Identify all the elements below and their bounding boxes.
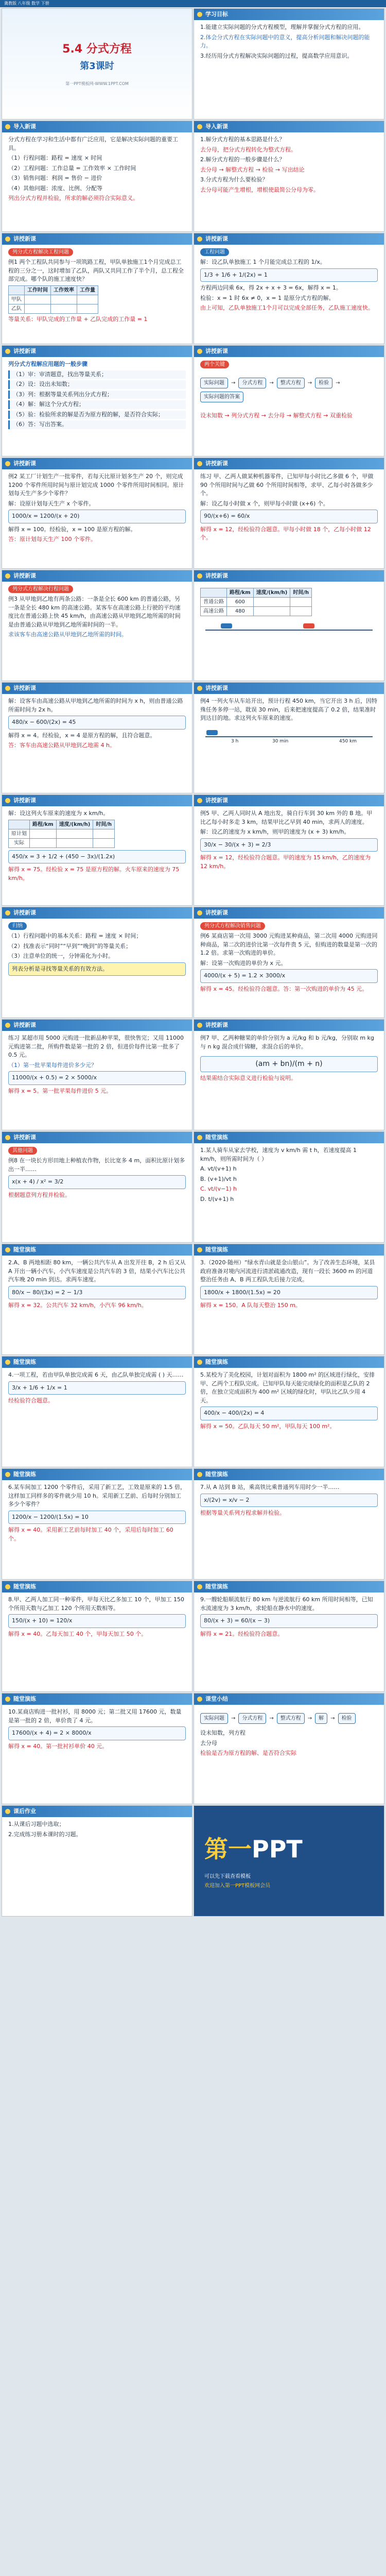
end-line: 可以先下载查看模板 (204, 1874, 251, 1879)
flow-node: 解 (315, 1713, 327, 1724)
road-diagram (200, 619, 378, 640)
intro-item: （3）销售问题：利润 = 售价 − 进价 (8, 175, 102, 181)
review-question: 3.分式方程为什么要检验？ (200, 176, 268, 183)
slide-exercise10 (2, 1693, 192, 1804)
solution-text: 解：设乙队单独施工 1 个月能完成总工程的 1/x。 (200, 259, 326, 265)
bullet-icon (197, 1023, 202, 1028)
flow-node: 实际问题的答案 (200, 392, 243, 402)
slide-header: 随堂演练 (194, 1581, 384, 1592)
bullet-icon (197, 798, 202, 803)
slide-exercise9 (194, 1581, 384, 1692)
answer-text: 解得 x = 40。采用新工艺前每时加工 40 个，采用后每时加工 60 个。 (8, 1527, 173, 1542)
solution-step: 方程两边同乘 6x，得 2x + x + 3 = 6x，解得 x = 1。 (200, 284, 342, 291)
flow-note: 设未知数，列方程 (200, 1730, 245, 1736)
flow-note: 检验是否为原方程的解、是否符合实际 (200, 1750, 296, 1756)
answer-text: 解得 x = 40。乙每天加工 40 个，甲每天加工 50 个。 (8, 1630, 147, 1637)
slide-steps (2, 345, 192, 456)
check-text: 检验：x = 1 时 6x ≠ 0，x = 1 是原分式方程的解。 (200, 294, 335, 301)
summary-item: （2）找准表示“同时”“早到”“晚到”的等量关系； (8, 942, 132, 950)
intro-note: 列出分式方程并检验，所求的解必须符合实际意义。 (8, 195, 138, 201)
tip-text: 等量关系：甲队完成的工作量 + 乙队完成的工作量 = 1 (8, 315, 148, 323)
analysis-table: 工作时间 工作效率 工作量 甲队 乙队 (8, 285, 98, 314)
arrow-right-icon: → (330, 1716, 335, 1721)
slide-header: 讲授新课 (194, 570, 384, 582)
slide-intro (2, 121, 192, 232)
slide-travel-solution (2, 682, 192, 793)
equation-box: x/(2v) = x/v − 2 (200, 1494, 378, 1507)
flow-caption: 设未知数 → 列分式方程 → 去分母 → 解整式方程 → 双重检验 (200, 412, 353, 419)
equation-box: 1800/x + 1800/(1.5x) = 20 (200, 1286, 378, 1300)
exercise-question: 5.某校为了美化校园，计划对面积为 1800 m² 的区域进行绿化，安排甲、乙两个工程队完成。已知甲队每天能完成绿化的面积是乙队的 2 倍，在独立完成面积为 400 m² 区域的绿化时，甲队比乙队少用 4 天。 (200, 1371, 375, 1404)
topic-tag: 其他问题 (8, 1147, 37, 1155)
slide-cover (2, 8, 192, 120)
bullet-icon (5, 910, 10, 916)
slide-travel-example (2, 570, 192, 681)
slide-exercise8 (2, 1581, 192, 1692)
topic-tag: 归纳 (8, 922, 27, 930)
slide-header: 导入新课 (2, 121, 192, 132)
train-icon (206, 730, 218, 735)
solution-text: 解：设乙的速度为 x km/h，则甲的速度为 (x + 3) km/h。 (200, 828, 350, 835)
slide-two-keys (194, 345, 384, 456)
slide-sales-practice (2, 1019, 192, 1130)
header-strip: 冀教版 八年级 数学 下册 (0, 0, 386, 7)
steps-title: 列分式方程解应用题的一般步骤 (8, 361, 87, 367)
travel-table: 路程/km 速度/(km/h) 时间/h 普通公路 600 高速公路 480 (200, 588, 312, 616)
slide-header: 随堂演练 (194, 1469, 384, 1480)
bullet-icon (197, 573, 202, 579)
bullet-icon (197, 686, 202, 691)
homework-item: 2.完成练习册本课时的习题。 (8, 1831, 82, 1838)
slide-header: 随堂演练 (194, 1244, 384, 1256)
equation-box: 480/x − 600/(2x) = 45 (8, 716, 186, 730)
solution-text: 解：设原计划每天生产 x 个零件。 (8, 500, 95, 507)
slide-exercise5 (194, 1356, 384, 1467)
bullet-icon (5, 1247, 10, 1252)
slide-header: 讲授新课 (2, 570, 192, 582)
track-line (205, 736, 373, 737)
train-diagram (200, 726, 378, 747)
flow-node: 检验 (315, 378, 332, 388)
equation-box: 4000/(x + 5) = 1.2 × 3000/x (200, 969, 378, 983)
equation-box: 11000/(x + 0.5) = 2 × 5000/x (8, 1071, 186, 1085)
slide-header: 课后作业 (2, 1806, 192, 1817)
slide-exercise2 (2, 1244, 192, 1355)
step-item: （1）审：审清题意，找出等量关系； (8, 370, 186, 379)
slide-header: 随堂演练 (2, 1693, 192, 1705)
homework-item: 1.从课后习题中选取； (8, 1821, 65, 1827)
result-text: 解得 x = 4。经检验，x = 4 是原方程的解，且符合题意。 (8, 732, 156, 739)
slide-header: 课堂小结 (194, 1693, 384, 1705)
equation-box: 450/x = 3 + 1/2 + (450 − 3x)/(1.2x) (8, 850, 186, 864)
arrow-right-icon: → (307, 1716, 312, 1721)
bullet-icon (197, 1697, 202, 1702)
bullet-icon (5, 349, 10, 354)
answer-text: 解得 x = 50。乙队每天 50 m²，甲队每天 100 m²。 (200, 1422, 336, 1430)
bullet-icon (197, 461, 202, 466)
slide-train-table (2, 794, 192, 906)
exercise-question: 1.某人骑车从家去学校，速度为 v km/h 需 t h，若速度提高 1 km/h，则所需时间为（ ） (200, 1147, 357, 1162)
answer-text: 答：客车由高速公路从甲地到乙地需 4 h。 (8, 742, 115, 749)
slide-header: 讲授新课 (194, 1020, 384, 1031)
example-text: 例5 甲、乙两人同时从 A 地出发，骑自行车到 30 km 外的 B 地。甲比乙每小时多走 3 km，结果甲比乙早到 40 min，求两人的速度。 (200, 810, 373, 825)
answer-text: 由上可知，乙队单独施工1个月可以完成全部任务，乙队施工速度快。 (200, 304, 374, 311)
bullet-icon (5, 1360, 10, 1365)
flow-node: 实际问题 (200, 378, 228, 388)
cover-subtitle: 第3课时 (80, 61, 114, 72)
slide-header: 学习目标 (194, 9, 384, 20)
arrow-right-icon: → (269, 380, 274, 386)
slide-travel-table (194, 570, 384, 681)
intro-item: （2）工程问题：工作总量 = 工作效率 × 工作时间 (8, 164, 136, 172)
equation-box: 80/(x + 3) = 60/(x − 3) (200, 1614, 378, 1628)
objective-item: 2.体会分式方程在实际问题中的意义，提高分析问题和解决问题的能力。 (200, 33, 370, 49)
distance-label: 3 h (231, 738, 239, 744)
review-answer: 去分母，把分式方程转化为整式方程。 (200, 146, 296, 153)
question-text: （1）第一批苹果每件进价多少元？ (8, 1061, 97, 1069)
bullet-icon (197, 124, 202, 129)
equation-box: 3/x + 1/6 + 1/x = 1 (8, 1381, 186, 1395)
slide-header: 讲授新课 (2, 795, 192, 806)
equation-box: x(x + 4) / x² = 3/2 (8, 1175, 186, 1189)
slide-example2 (2, 457, 192, 569)
slide-class-summary (194, 1693, 384, 1804)
example-text: 例7 甲、乙两种糖果的单价分别为 a 元/kg 和 b 元/kg，分别取 m kg 与 n kg 混合成什锦糖，求混合后的单价。 (200, 1035, 374, 1050)
flow-node: 分式方程 (238, 378, 266, 388)
equation-box: 400/x − 400/(2x) = 4 (200, 1406, 378, 1420)
choice-option: B. (v+1)/vt h (200, 1175, 237, 1182)
bus-icon (221, 623, 232, 629)
exercise-question: 10.某商店购进一批衬衫，用 8000 元；第二批又用 17600 元，数量是第一批的 2 倍，单价贵了 4 元。 (8, 1708, 182, 1724)
step-item: （5）验：检验所求的解是否为原方程的解，是否符合实际； (8, 411, 186, 419)
slide-exercise7 (194, 1468, 384, 1580)
slide-header: 随堂演练 (194, 1132, 384, 1143)
answer-text: 解得 x = 45。经检验符合题意。答：第一次购进的单价为 45 元。 (200, 985, 368, 992)
brand-logo: 第一PPT (204, 1835, 303, 1863)
bullet-icon (5, 1472, 10, 1477)
slide-header: 讲授新课 (2, 458, 192, 469)
slide-exercise3 (194, 1244, 384, 1355)
slide-engineering-example (2, 233, 192, 344)
exercise-question: 2.A、B 两地相距 80 km，一辆公共汽车从 A 出发开往 B，2 h 后又从 A 开出一辆小汽车，小汽车速度是公共汽车的 3 倍，结果小汽车比公共汽车晚 20 min 到达。求两车速度。 (8, 1259, 186, 1283)
topic-tag: 列分式方程解决工程问题 (8, 248, 73, 256)
slide-header: 讲授新课 (2, 907, 192, 919)
slide-sales-example (194, 907, 384, 1018)
bullet-icon (5, 686, 10, 691)
example-text: 例4 一列火车从车站开出，预计行程 450 km，当它开出 3 h 后，因特殊任务多停一站，耽误 30 min，后来把速度提高了 0.2 倍，结果准时到达目的地。求这列火车原来的速度。 (200, 698, 378, 721)
result-text: 解得 x = 100。经检验，x = 100 是原方程的解。 (8, 526, 136, 533)
slide-review (194, 121, 384, 232)
slide-header: 讲授新课 (2, 1132, 192, 1143)
exercise-question: 7.从 A 站到 B 站，乘高铁比乘普通列车用时少一半…… (200, 1484, 340, 1490)
solution-text: 解：设客车由高速公路从甲地到乙地所需的时间为 x h，则由普通公路所需时间为 2x h。 (8, 698, 183, 713)
example-text: 例3 从甲地到乙地有两条公路：一条是全长 600 km 的普通公路，另一条是全长 480 km 的高速公路。某客车在高速公路上行驶的平均速度比在普通公路上快 45 km/h，由高速公路从甲地到乙地所需的时间是由普通公路从甲地到乙地所需时间的一半。 (8, 596, 181, 628)
equation-box: 90/(x+6) = 60/x (200, 510, 378, 523)
step-item: （3）列：根据等量关系列出分式方程； (8, 391, 186, 399)
bullet-icon (197, 1247, 202, 1252)
slide-header: 讲授新课 (194, 795, 384, 806)
choice-option: C. vt/(v−1) h (200, 1185, 237, 1192)
bullet-icon (5, 461, 10, 466)
arrow-right-icon: → (231, 380, 236, 386)
intro-lead: 分式方程在学习和生活中都有广泛应用，它是解决实际问题的重要工具。 (8, 136, 178, 151)
example-text: 例1 两个工程队共同参与一项筑路工程，甲队单独施工1个月完成总工程的三分之一，这时增加了乙队，两队又共同工作了半个月，总工程全部完成。哪个队的施工速度快？ (8, 259, 184, 282)
flow-note: 去分母 (200, 1739, 217, 1747)
slide-header: 讲授新课 (2, 683, 192, 694)
answer-text: 解得 x = 12，经检验符合题意。甲的速度为 15 km/h，乙的速度为 12 km/h。 (200, 854, 371, 870)
answer-text: 解得 x = 150。A 队每天整治 150 m。 (200, 1302, 301, 1309)
summary-note: 列表分析是寻找等量关系的有效方法。 (8, 962, 186, 976)
bullet-icon (5, 1809, 10, 1814)
equation-box: 80/x − 80/(3x) = 2 − 1/3 (8, 1286, 186, 1300)
equation-box: 1200/x − 1200/(1.5x) = 10 (8, 1511, 186, 1524)
bullet-icon (197, 1472, 202, 1477)
slide-header: 随堂演练 (2, 1244, 192, 1256)
review-answer: 去分母 → 解整式方程 → 检验 → 写出结论 (200, 166, 305, 173)
cover-publisher: 第一PPT模板网-WWW.1PPT.COM (65, 81, 129, 86)
slide-header: 讲授新课 (194, 907, 384, 919)
slide-exercise6 (2, 1468, 192, 1580)
slide-homework (2, 1805, 192, 1917)
equation-box: 150/(x + 10) = 120/x (8, 1614, 186, 1628)
example-text: 例8 在一块长方形田地上种植农作物，长比宽多 4 m，面积比原计划多出一半…… (8, 1157, 185, 1173)
end-line: 欢迎加入第一PPT模板网会员 (204, 1883, 271, 1889)
equation-box: 1000/x = 1200/(x + 20) (8, 510, 186, 523)
slide-train-example (194, 682, 384, 793)
slide-other-problems (2, 1131, 192, 1243)
topic-tag: 列分式方程解决销售问题 (200, 922, 265, 930)
answer-text: 经检验符合题意。 (8, 1397, 54, 1404)
arrow-right-icon: → (269, 1716, 274, 1721)
slide-header: 随堂演练 (194, 1357, 384, 1368)
distance-label: 30 min (272, 738, 289, 744)
objective-item: 3.经历用分式方程解决实际问题的过程，提高数学应用意识。 (200, 52, 353, 59)
answer-text: 解得 x = 40。第一批衬衫单价 40 元。 (8, 1742, 108, 1750)
bullet-icon (5, 1135, 10, 1140)
bullet-icon (197, 910, 202, 916)
flow-node: 整式方程 (277, 378, 305, 388)
slide-end (194, 1805, 384, 1917)
review-question: 2.解分式方程的一般步骤是什么？ (200, 156, 285, 163)
arrow-right-icon: → (307, 380, 312, 386)
slide-header: 讲授新课 (2, 233, 192, 245)
slide-header: 讲授新课 (2, 346, 192, 357)
slide-exercise1 (194, 1131, 384, 1243)
solution-text: 解：设第一次购进的单价为 x 元。 (200, 959, 287, 967)
slide-engineering-solution (194, 233, 384, 344)
answer-text: 解得 x = 75。经检验 x = 75 是原方程的解。火车原来的速度为 75 km/h。 (8, 866, 180, 882)
slide-header: 随堂演练 (2, 1357, 192, 1368)
process-flow (200, 378, 378, 402)
slide-bike-example (194, 794, 384, 906)
steps-list (8, 370, 186, 429)
topic-tag: 工程问题 (200, 248, 229, 256)
slide-objectives (194, 8, 384, 120)
answer-text: 解得 x = 32。公共汽车 32 km/h，小汽车 96 km/h。 (8, 1302, 147, 1309)
answer-text: 根据题意列方程并检验。 (8, 1191, 71, 1198)
bullet-icon (197, 1135, 202, 1140)
equation-box: 17600/(x + 4) = 2 × 8000/x (8, 1726, 186, 1740)
solution-text: 解：设乙每小时做 x 个，则甲每小时做 (x+6) 个。 (200, 500, 329, 507)
answer-text: 解得 x = 21。经检验符合题意。 (200, 1630, 284, 1637)
arrow-right-icon: → (336, 380, 340, 386)
slide-header: 导入新课 (194, 121, 384, 132)
choice-option: A. vt/(v+1) h (200, 1165, 237, 1172)
bullet-icon (197, 236, 202, 242)
step-item: （2）设：设出未知数； (8, 380, 186, 389)
review-question: 1.解分式方程的基本思路是什么？ (200, 136, 285, 143)
flow-node: 分式方程 (238, 1713, 266, 1724)
cover-title: 5.4 分式方程 (62, 43, 132, 56)
slide-candy-example (194, 1019, 384, 1130)
topic-tag: 列分式方程解决行程问题 (8, 585, 73, 593)
step-item: （6）答：写出答案。 (8, 420, 186, 429)
bullet-icon (5, 1697, 10, 1702)
bullet-icon (5, 798, 10, 803)
bullet-icon (5, 236, 10, 242)
exercise-question: 9.一艘轮船顺流航行 80 km 与逆流航行 60 km 所用时间相等，已知水流速度为 3 km/h，求轮船在静水中的速度。 (200, 1596, 373, 1612)
objective-item: 1.能建立实际问题的分式方程模型，理解并掌握分式方程的应用。 (200, 24, 364, 30)
bullet-icon (197, 1360, 202, 1365)
step-item: （4）解：解这个分式方程； (8, 400, 186, 409)
equation-box: 1/3 + 1/6 + 1/(2x) = 1 (200, 268, 378, 282)
bullet-icon (5, 573, 10, 579)
practice-text: 练习 某超市用 5000 元购进一批新品种苹果，很快售完；又用 11000 元购进第二批，所购件数是第一批的 2 倍，但进价每件比第一批多了 0.5 元。 (8, 1035, 184, 1058)
bullet-icon (197, 1584, 202, 1589)
car-icon (303, 623, 314, 629)
solution-text: 解：设这列火车原来的速度为 x km/h。 (8, 810, 109, 817)
summary-item: （3）注意单位的统一，分钟需化为小时。 (8, 953, 114, 959)
practice-text: 练习 甲、乙两人做某种机器零件，已知甲每小时比乙多做 6 个，甲做 90 个所用时间与乙做 60 个所用时间相等，求甲、乙每小时各做多少个。 (200, 473, 374, 497)
slide-header: 讲授新课 (194, 346, 384, 357)
formula-box: (am + bn)/(m + n) (200, 1056, 378, 1072)
bullet-icon (5, 1023, 10, 1028)
slide-header: 讲授新课 (194, 683, 384, 694)
slide-header: 随堂演练 (2, 1581, 192, 1592)
example-text: 例2 某工厂计划生产一批零件，若每天比原计划多生产 20 个，则完成 1200 个零件所用时间与原计划完成 1000 个零件所用时间相同。原计划每天生产多少个零件？ (8, 473, 184, 497)
summary-flow (200, 1713, 378, 1724)
answer-text: 根据等量关系列方程求解并检验。 (200, 1510, 285, 1516)
summary-item: （1）行程问题中的基本关系：路程 = 速度 × 时间； (8, 933, 142, 939)
slide-header: 随堂演练 (2, 1469, 192, 1480)
slide-summary-travel (2, 907, 192, 1018)
answer-text: 解得 x = 5。第一批苹果每件进价 5 元。 (8, 1087, 112, 1094)
slide-header: 讲授新课 (2, 1020, 192, 1031)
example-text: 例6 某商店第一次用 3000 元购进某种商品，第二次用 4000 元购进同种商品，第二次的进价比第一次每件贵 5 元，但购进的数量是第一次的 1.2 倍。求第一次购进的单价。 (200, 933, 378, 956)
note-text: 结果需结合实际意义进行检验与说明。 (200, 1075, 296, 1081)
slide-practice1 (194, 457, 384, 569)
answer-text: 答：原计划每天生产 100 个零件。 (8, 536, 96, 543)
road-line (205, 630, 373, 631)
flow-node: 实际问题 (200, 1713, 228, 1724)
exercise-question: 3.（2020·随州）“绿水青山就是金山银山”。为了改善生态环境，某县政府准备对境内河流进行清淤疏通改造，现有一段长 3600 m 的河道整治任务由 A、B 两工程队先后接力完成。 (200, 1259, 375, 1283)
flow-node: 整式方程 (277, 1713, 305, 1724)
answer-text: 解得 x = 12，经检验符合题意。甲每小时做 18 个，乙每小时做 12 个。 (200, 526, 371, 541)
slide-exercise4 (2, 1356, 192, 1467)
bullet-icon (197, 12, 202, 17)
review-answer: 去分母可能产生增根，增根使最简公分母为零。 (200, 186, 319, 193)
intro-item: （1）行程问题：路程 = 速度 × 时间 (8, 155, 102, 161)
train-table: 路程/km 速度/(km/h) 时间/h 原计划 实际 (8, 820, 115, 848)
bullet-icon (197, 349, 202, 354)
bullet-icon (5, 1584, 10, 1589)
bullet-icon (5, 124, 10, 129)
exercise-question: 4.一项工程，若由甲队单独完成需 6 天，由乙队单独完成需 ( ) 天…… (8, 1371, 184, 1378)
distance-label: 450 km (339, 738, 357, 744)
choice-option: D. t/(v+1) h (200, 1195, 234, 1202)
slide-header: 讲授新课 (194, 233, 384, 245)
equation-box: 30/x − 30/(x + 3) = 2/3 (200, 838, 378, 852)
exercise-question: 6.某车间加工 1200 个零件后，采用了新工艺，工效是原来的 1.5 倍，这样加工同样多的零件就少用 10 h。采用新工艺前、后每时分别加工多少个零件？ (8, 1484, 186, 1507)
question-text: 求该客车由高速公路从甲地到乙地所需的时间。 (8, 631, 127, 638)
topic-tag: 两个关键 (200, 361, 229, 368)
flow-node: 检验 (338, 1713, 356, 1724)
arrow-right-icon: → (231, 1716, 236, 1721)
intro-item: （4）其他问题：浓度、比例、分配等 (8, 184, 102, 192)
exercise-question: 8.甲、乙两人加工同一种零件，甲每天比乙多加工 10 个，甲加工 150 个所用天数与乙加工 120 个所用天数相等。 (8, 1596, 184, 1612)
slide-header: 讲授新课 (194, 458, 384, 469)
